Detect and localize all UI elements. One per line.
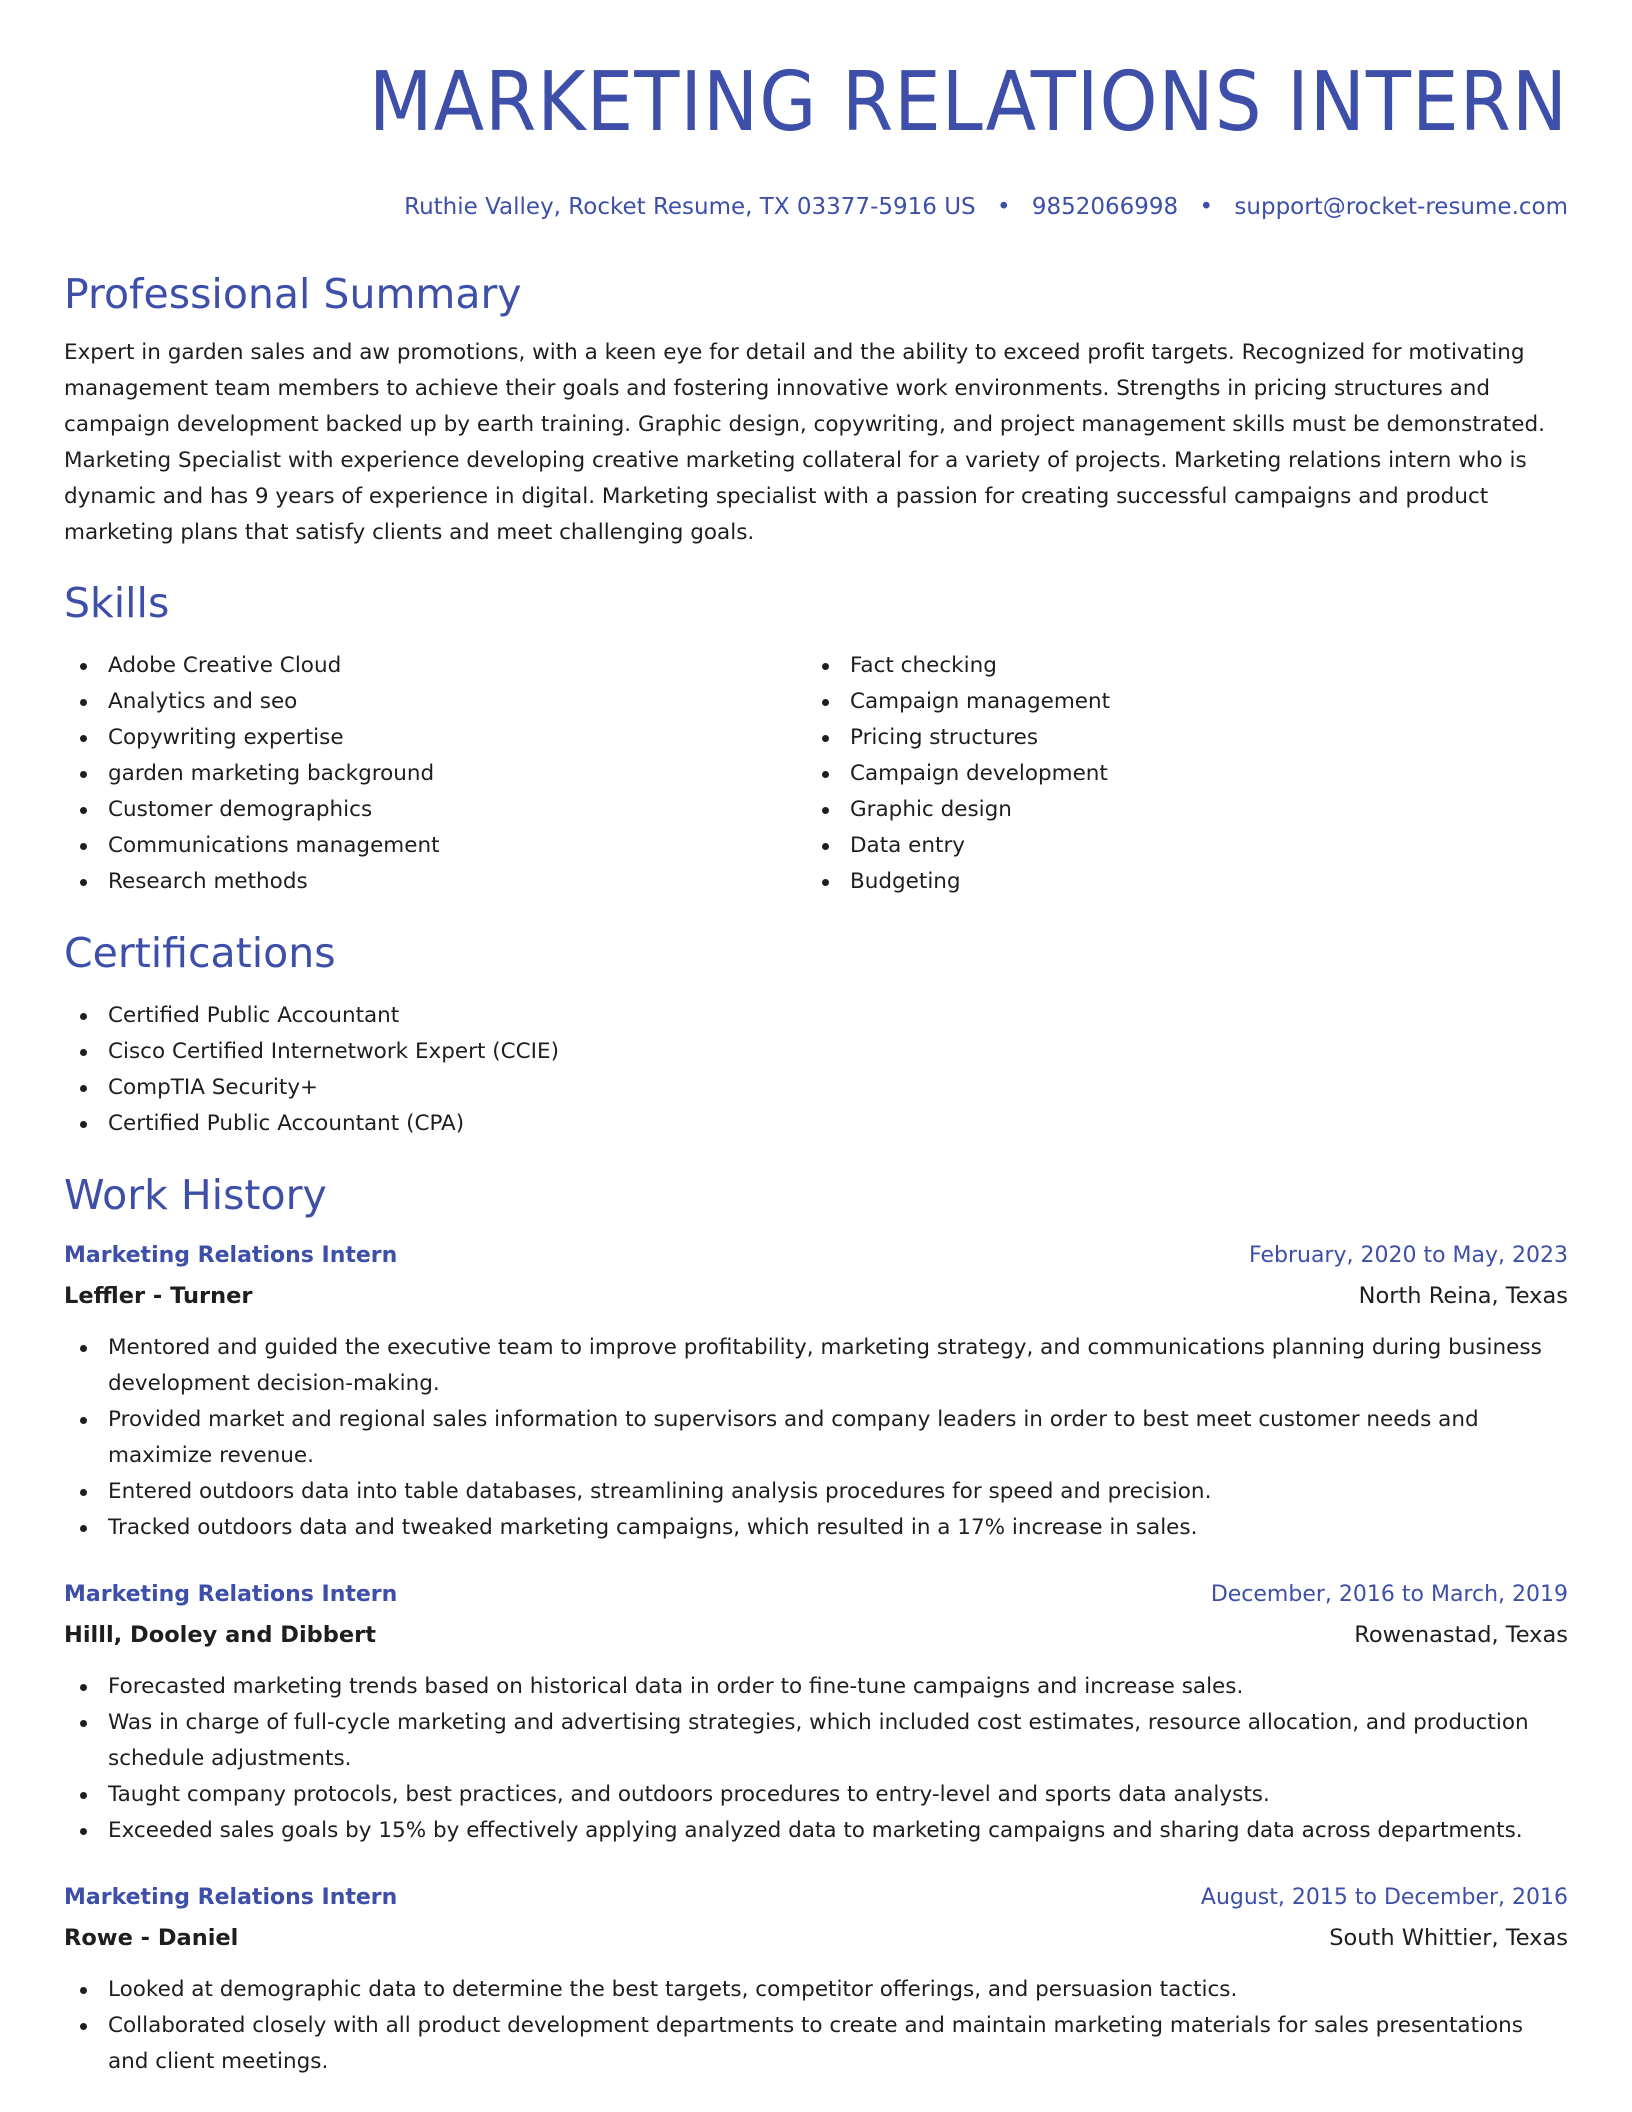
job-bullet: Entered outdoors data into table databases, streamlining analysis procedures for speed and precision. bbox=[64, 1474, 1568, 1510]
skills-list-left bbox=[64, 648, 806, 900]
skill-item: Campaign development bbox=[806, 756, 1548, 792]
skill-item: Pricing structures bbox=[806, 720, 1548, 756]
job-location: South Whittier, Texas bbox=[1329, 1925, 1568, 1951]
job-bullet: Mentored and guided the executive team to improve profitability, marketing strategy, and communications planning during business development decision-making. bbox=[64, 1330, 1568, 1402]
skill-item: garden marketing background bbox=[64, 756, 806, 792]
job-dates: August, 2015 to December, 2016 bbox=[1200, 1885, 1568, 1910]
summary-text: Expert in garden sales and aw promotions, with a keen eye for detail and the ability to exceed profit targets. Recognized for motivating management team members to achieve their goals and fostering innovative work environments. Strengths in pricing structures and campaign development backed up by earth training. Graphic design, copywriting, and project management skills must be demonstrated. Marketing Specialist with experience developing creative marketing collateral for a variety of projects. Marketing relations intern who is dynamic and has 9 years of experience in digital. Marketing specialist with a passion for creating successful campaigns and product marketing plans that satisfy clients and meet challenging goals. bbox=[64, 340, 1545, 545]
contact-email: support@rocket-resume.com bbox=[1234, 194, 1568, 220]
certification-item: Certified Public Accountant (CPA) bbox=[64, 1106, 1568, 1142]
contact-line bbox=[64, 192, 1568, 222]
skill-item: Campaign management bbox=[806, 684, 1548, 720]
resume-page bbox=[64, 0, 1568, 2080]
job-header bbox=[64, 1238, 1568, 1274]
job-company: Hilll, Dooley and Dibbert bbox=[64, 1622, 376, 1648]
candidate-name: MARKETING RELATIONS INTERN bbox=[368, 55, 1568, 150]
job-entry bbox=[64, 1577, 1568, 1849]
job-bullets bbox=[64, 1972, 1568, 2080]
job-dates: December, 2016 to March, 2019 bbox=[1210, 1582, 1568, 1607]
skills-list-right bbox=[806, 648, 1548, 900]
job-header bbox=[64, 1577, 1568, 1613]
job-header bbox=[64, 1880, 1568, 1916]
work-history-heading: Work History bbox=[64, 1171, 327, 1219]
skill-item: Communications management bbox=[64, 828, 806, 864]
job-bullet: Looked at demographic data to determine the best targets, competitor offerings, and persuasion tactics. bbox=[64, 1972, 1568, 2008]
job-title: Marketing Relations Intern bbox=[64, 1885, 398, 1910]
job-bullet: Provided market and regional sales information to supervisors and company leaders in order to best meet customer needs and maximize revenue. bbox=[64, 1402, 1568, 1474]
job-bullet: Forecasted marketing trends based on historical data in order to fine-tune campaigns and increase sales. bbox=[64, 1669, 1568, 1705]
job-subheader bbox=[64, 1920, 1568, 1956]
job-company: Leffler - Turner bbox=[64, 1283, 253, 1309]
contact-separator: • bbox=[996, 194, 1011, 220]
skill-item: Data entry bbox=[806, 828, 1548, 864]
job-location: Rowenastad, Texas bbox=[1354, 1622, 1568, 1648]
job-bullets bbox=[64, 1669, 1568, 1849]
job-bullet: Exceeded sales goals by 15% by effectively applying analyzed data to marketing campaigns and sharing data across departments. bbox=[64, 1813, 1568, 1849]
certifications-heading: Certifications bbox=[64, 929, 336, 977]
skill-item: Graphic design bbox=[806, 792, 1548, 828]
skill-item: Analytics and seo bbox=[64, 684, 806, 720]
skill-item: Budgeting bbox=[806, 864, 1548, 900]
contact-separator: • bbox=[1199, 194, 1214, 220]
contact-phone: 9852066998 bbox=[1031, 194, 1179, 220]
job-title: Marketing Relations Intern bbox=[64, 1243, 398, 1268]
job-bullets bbox=[64, 1330, 1568, 1546]
certification-item: Cisco Certified Internetwork Expert (CCIE) bbox=[64, 1034, 1568, 1070]
certifications-list bbox=[64, 998, 1568, 1142]
job-location: North Reina, Texas bbox=[1358, 1283, 1568, 1309]
job-entry bbox=[64, 1238, 1568, 1546]
certification-item: Certified Public Accountant bbox=[64, 998, 1568, 1034]
skill-item: Research methods bbox=[64, 864, 806, 900]
job-title: Marketing Relations Intern bbox=[64, 1582, 398, 1607]
job-bullet: Was in charge of full-cycle marketing and advertising strategies, which included cost estimates, resource allocation, and production schedule adjustments. bbox=[64, 1705, 1568, 1777]
skill-item: Adobe Creative Cloud bbox=[64, 648, 806, 684]
job-bullet: Taught company protocols, best practices, and outdoors procedures to entry-level and sports data analysts. bbox=[64, 1777, 1568, 1813]
job-entry bbox=[64, 1880, 1568, 2080]
certification-item: CompTIA Security+ bbox=[64, 1070, 1568, 1106]
job-bullet: Collaborated closely with all product development departments to create and maintain marketing materials for sales presentations and client meetings. bbox=[64, 2008, 1568, 2080]
summary-heading: Professional Summary bbox=[64, 270, 522, 318]
skill-item: Customer demographics bbox=[64, 792, 806, 828]
job-dates: February, 2020 to May, 2023 bbox=[1249, 1243, 1568, 1268]
skill-item: Fact checking bbox=[806, 648, 1548, 684]
contact-address: Ruthie Valley, Rocket Resume, TX 03377-5916 US bbox=[404, 194, 976, 220]
job-subheader bbox=[64, 1278, 1568, 1314]
job-subheader bbox=[64, 1617, 1568, 1653]
job-bullet: Tracked outdoors data and tweaked marketing campaigns, which resulted in a 17% increase in sales. bbox=[64, 1510, 1568, 1546]
job-company: Rowe - Daniel bbox=[64, 1925, 239, 1951]
skill-item: Copywriting expertise bbox=[64, 720, 806, 756]
skills-grid bbox=[64, 648, 1568, 900]
skills-heading: Skills bbox=[64, 579, 170, 627]
